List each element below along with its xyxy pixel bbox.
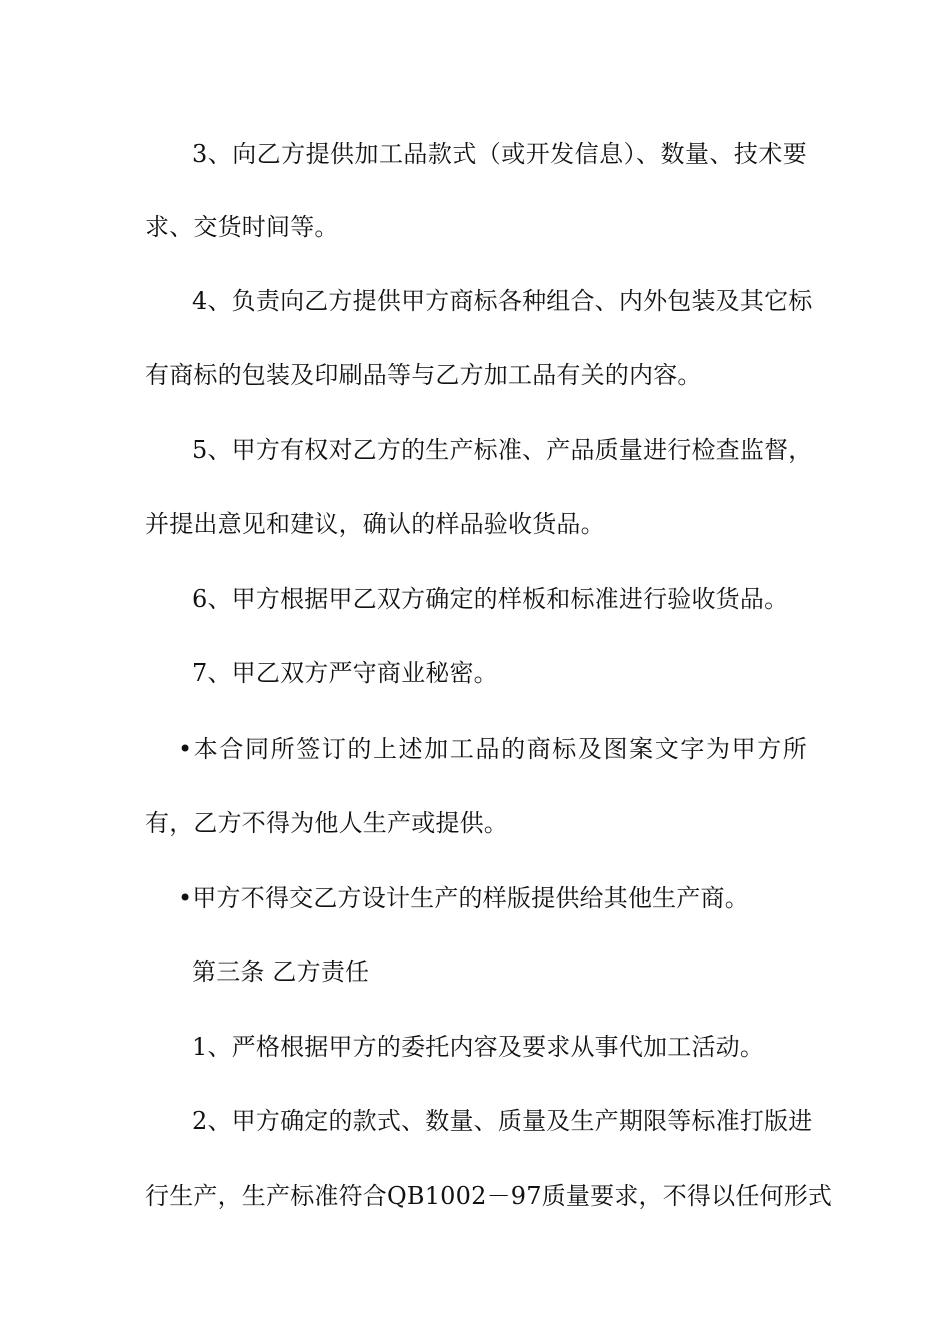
bullet-line: •甲方不得交乙方设计生产的样版提供给其他生产商。 [178,884,749,912]
paragraph-line: 有，乙方不得为他人生产或提供。 [145,809,508,837]
paragraph-line: 求、交货时间等。 [145,213,339,241]
bullet-line: •本合同所签订的上述加工品的商标及图案文字为甲方所 [178,735,807,763]
paragraph-line: 6、甲方根据甲乙双方确定的样板和标准进行验收货品。 [192,585,789,613]
paragraph-line: 行生产，生产标准符合QB1002－97质量要求，不得以任何形式 [145,1182,833,1210]
paragraph-line: 3、向乙方提供加工品款式（或开发信息）、数量、技术要 [192,140,807,168]
section-heading: 第三条 乙方责任 [192,958,370,986]
paragraph-line: 有商标的包装及印刷品等与乙方加工品有关的内容。 [145,361,702,389]
paragraph-line: 2、甲方确定的款式、数量、质量及生产期限等标准打版进 [192,1107,813,1135]
paragraph-line: 并提出意见和建议，确认的样品验收货品。 [145,510,605,538]
paragraph-line: 4、负责向乙方提供甲方商标各种组合、内外包装及其它标 [192,287,813,315]
paragraph-line: 5、甲方有权对乙方的生产标准、产品质量进行检查监督， [192,436,813,464]
paragraph-line: 7、甲乙双方严守商业秘密。 [192,659,498,687]
paragraph-line: 1、严格根据甲方的委托内容及要求从事代加工活动。 [192,1033,765,1061]
